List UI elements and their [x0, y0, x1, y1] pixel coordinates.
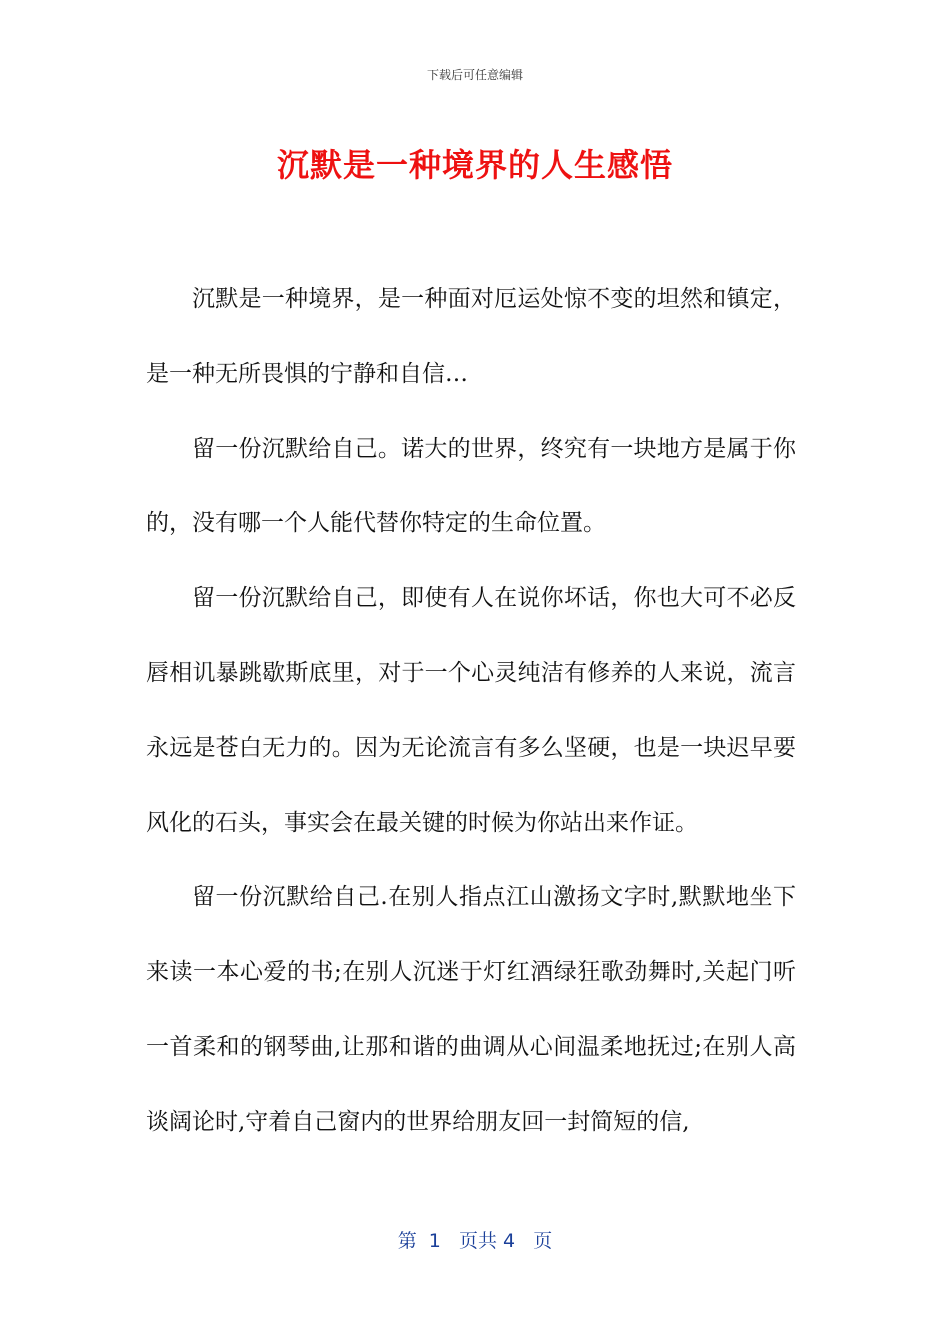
page-number-footer: 第 1 页共 4 页 — [397, 1230, 553, 1252]
paragraph: 留一份沉默给自己.在别人指点江山激扬文字时,默默地坐下来读一本心爱的书;在别人沉迷于灯红酒绿狂歌劲舞时,关起门听一首柔和的钢琴曲,让那和谐的曲调从心间温柔地抚过;在别人高谈阔论时,守着自己窗内的世界给朋友回一封简短的信, — [146, 884, 796, 1135]
document-title: 沉默是一种境界的人生感悟 — [276, 146, 673, 184]
header-note: 下载后可任意编辑 — [426, 68, 523, 82]
document-body — [146, 262, 796, 1160]
paragraph: 沉默是一种境界，是一种面对厄运处惊不变的坦然和镇定，是一种无所畏惧的宁静和自信… — [146, 286, 796, 387]
paragraph: 留一份沉默给自己，即使有人在说你坏话，你也大可不必反唇相讥暴跳歇斯底里，对于一个心灵纯洁有修养的人来说，流言永远是苍白无力的。因为无论流言有多么坚硬，也是一块迟早要风化的石头，事实会在最关键的时候为你站出来作证。 — [146, 585, 796, 836]
paragraph: 留一份沉默给自己。诺大的世界，终究有一块地方是属于你的，没有哪一个人能代替你特定的生命位置。 — [146, 435, 796, 537]
